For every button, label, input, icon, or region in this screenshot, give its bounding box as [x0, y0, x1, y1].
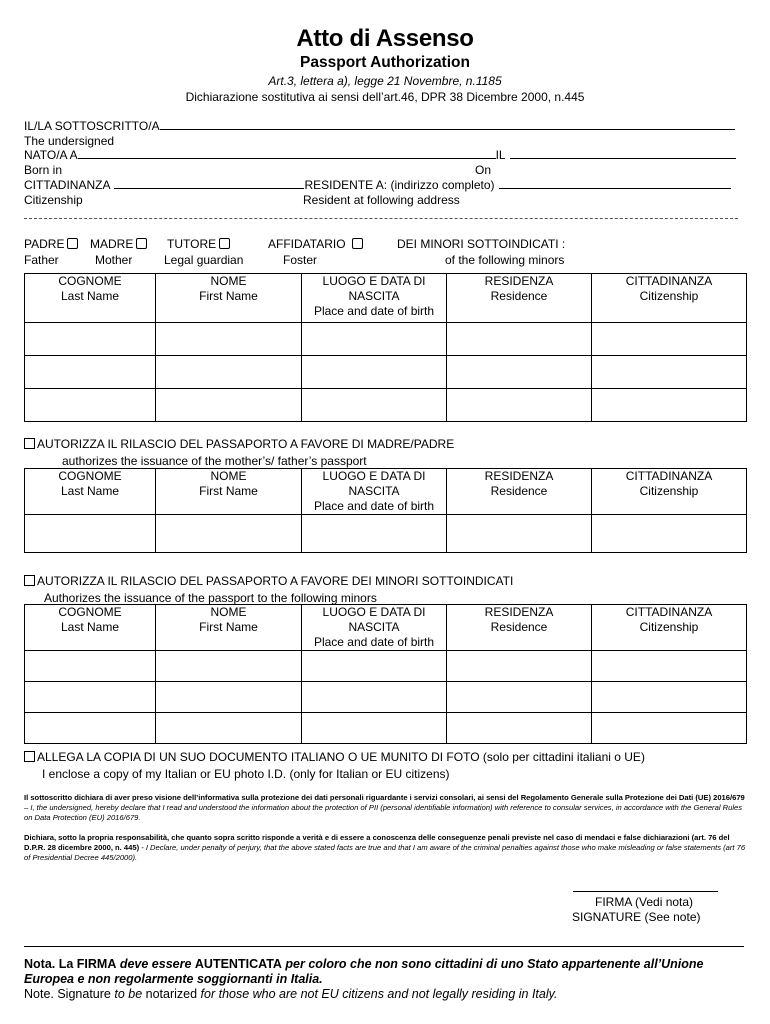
document-title: Atto di Assenso	[296, 25, 474, 52]
residence-label-it: RESIDENTE A: (indirizzo completo)	[304, 178, 495, 192]
table-row[interactable]	[25, 356, 747, 389]
section-minors-label-en: Authorizes the issuance of the passport to the following minors	[44, 591, 377, 605]
birthplace-field[interactable]	[78, 149, 496, 159]
law-reference: Art.3, lettera a), legge 21 Novembre, n.1185	[268, 74, 502, 88]
col-residence: RESIDENZA Residence	[447, 605, 592, 651]
section-copy-row	[24, 750, 645, 764]
role-mother	[90, 237, 149, 251]
citizenship-label-en: Citizenship	[24, 193, 83, 207]
col-surname: COGNOME Last Name	[25, 605, 156, 651]
citizenship-label-it: CITTADINANZA	[24, 178, 111, 192]
section-minors-label-it: AUTORIZZA IL RILASCIO DEL PASSAPORTO A FAVORE DEI MINORI SOTTOINDICATI	[37, 574, 514, 588]
table-row[interactable]	[25, 651, 747, 682]
born-row	[24, 148, 736, 162]
undersigned-label-en: The undersigned	[24, 134, 115, 148]
undersigned-label-it: IL/LA SOTTOSCRITTO/A	[24, 119, 160, 133]
citizenship-row	[24, 178, 731, 192]
father-checkbox[interactable]	[67, 238, 78, 249]
mother-label-en: Mother	[95, 253, 133, 267]
table-row[interactable]	[25, 713, 747, 744]
table-row[interactable]	[25, 389, 747, 422]
residence-label-en: Resident at following address	[303, 193, 460, 207]
col-name: NOME First Name	[156, 469, 302, 515]
minors-label-it: DEI MINORI SOTTOINDICATI :	[397, 237, 566, 251]
col-name: NOME First Name	[156, 605, 302, 651]
enclose-copy-checkbox[interactable]	[24, 751, 35, 762]
born-label-en: Born in	[24, 163, 63, 177]
parent-table	[24, 468, 747, 553]
table-row[interactable]	[25, 682, 747, 713]
col-citizenship: CITTADINANZA Citizenship	[592, 274, 747, 323]
role-guardian-label: TUTORE	[167, 237, 217, 251]
mother-checkbox[interactable]	[136, 238, 147, 249]
footer-note-it: Nota. La FIRMA deve essere AUTENTICATA per coloro che non sono cittadini di uno Stato appartenente all’Unione Europea e non regolarmente soggiornanti in Italia.	[24, 957, 704, 986]
residence-field[interactable]	[499, 179, 731, 189]
table-header-row	[25, 469, 747, 515]
liability-statement	[24, 833, 746, 863]
col-name: NOME First Name	[156, 274, 302, 323]
citizenship-field[interactable]	[114, 179, 304, 189]
section-parent-label-en: authorizes the issuance of the mother’s/ father’s passport	[62, 454, 367, 468]
authorize-minors-checkbox[interactable]	[24, 575, 35, 586]
signature-label-en: SIGNATURE (See note)	[572, 910, 701, 924]
guardian-label-en: Legal guardian	[164, 253, 244, 267]
table-row[interactable]	[25, 323, 747, 356]
signature-line[interactable]	[573, 891, 718, 892]
role-foster-label: AFFIDATARIO	[268, 237, 346, 251]
col-birth: LUOGO E DATA DI NASCITA Place and date of birth	[302, 469, 447, 515]
col-birth: LUOGO E DATA DI NASCITA Place and date of birth	[302, 605, 447, 651]
footer-note-prefix: Nota. La FIRMA	[24, 957, 117, 971]
document-subtitle: Passport Authorization	[300, 54, 470, 71]
footer-note-en: Note. Signature to be notarized for those who are not EU citizens and not legally residing in Italy.	[24, 987, 558, 1001]
privacy-statement	[24, 793, 746, 823]
footer-divider	[24, 946, 744, 947]
col-citizenship: CITTADINANZA Citizenship	[592, 605, 747, 651]
foster-checkbox[interactable]	[352, 238, 363, 249]
undersigned-field[interactable]	[160, 120, 735, 130]
foster-label-en: Foster	[283, 253, 318, 267]
table-header-row	[25, 274, 747, 323]
born-label-it: NATO/A A	[24, 148, 78, 162]
table-row[interactable]	[25, 515, 747, 553]
role-foster	[268, 237, 365, 251]
authorize-parent-checkbox[interactable]	[24, 438, 35, 449]
guardian-checkbox[interactable]	[219, 238, 230, 249]
on-label-it: IL	[495, 148, 506, 162]
section-parent-row	[24, 437, 454, 451]
section-minors-row	[24, 574, 513, 588]
col-residence: RESIDENZA Residence	[447, 274, 592, 323]
section-parent-label-it: AUTORIZZA IL RILASCIO DEL PASSAPORTO A FAVORE DI MADRE/PADRE	[37, 437, 455, 451]
privacy-en: – I, the undersigned, hereby declare that I read and understood the information about the protection of PII (personal identifiable information) with reference to consular services, in accordance with the General Rules on Data Protection (EU) 2016/679.	[24, 803, 743, 822]
address-continuation-line[interactable]	[24, 218, 738, 219]
minors-label-en: of the following minors	[445, 253, 565, 267]
birthdate-field[interactable]	[510, 149, 736, 159]
section-copy-label-it: ALLEGA LA COPIA DI UN SUO DOCUMENTO ITALIANO O UE MUNITO DI FOTO (solo per cittadini italiani o UE)	[37, 750, 645, 764]
role-mother-label: MADRE	[90, 237, 134, 251]
table-header-row	[25, 605, 747, 651]
role-father	[24, 237, 80, 251]
father-label-en: Father	[24, 253, 59, 267]
minors-table-2	[24, 604, 747, 744]
liability-en: - I Declare, under penalty of perjury, that the above stated facts are true and that I am aware of the criminal penalties against those who make misleading or false statements (art 76 of Presidential Decree 445/2000).	[24, 843, 746, 862]
col-surname: COGNOME Last Name	[25, 469, 156, 515]
col-birth: LUOGO E DATA DI NASCITA Place and date of birth	[302, 274, 447, 323]
col-citizenship: CITTADINANZA Citizenship	[592, 469, 747, 515]
decree-reference: Dichiarazione sostitutiva ai sensi dell’art.46, DPR 38 Dicembre 2000, n.445	[185, 90, 585, 104]
on-label-en: On	[475, 163, 492, 177]
col-surname: COGNOME Last Name	[25, 274, 156, 323]
role-guardian	[167, 237, 232, 251]
role-father-label: PADRE	[24, 237, 65, 251]
minors-table-1	[24, 273, 747, 422]
liability-it: Dichiara, sotto la propria responsabilità, che quanto sopra scritto risponde a verità e di essere a conoscenza delle conseguenze penali previste nel caso di mendaci e false dichiarazioni (art. 76 del D.P.R. 28 dicembre 2000, n. 445)	[24, 833, 730, 852]
signature-label-it: FIRMA (Vedi nota)	[595, 895, 694, 909]
privacy-it: Il sottoscritto dichiara di aver preso visione dell’informativa sulla protezione dei dati personali riguardante i servizi consolari, ai sensi del Regolamento Generale sulla Protezione dei Dati (UE) 2016/679	[24, 793, 745, 802]
section-copy-label-en: I enclose a copy of my Italian or EU photo I.D. (only for Italian or EU citizens)	[42, 767, 450, 781]
undersigned-row	[24, 119, 735, 133]
col-residence: RESIDENZA Residence	[447, 469, 592, 515]
